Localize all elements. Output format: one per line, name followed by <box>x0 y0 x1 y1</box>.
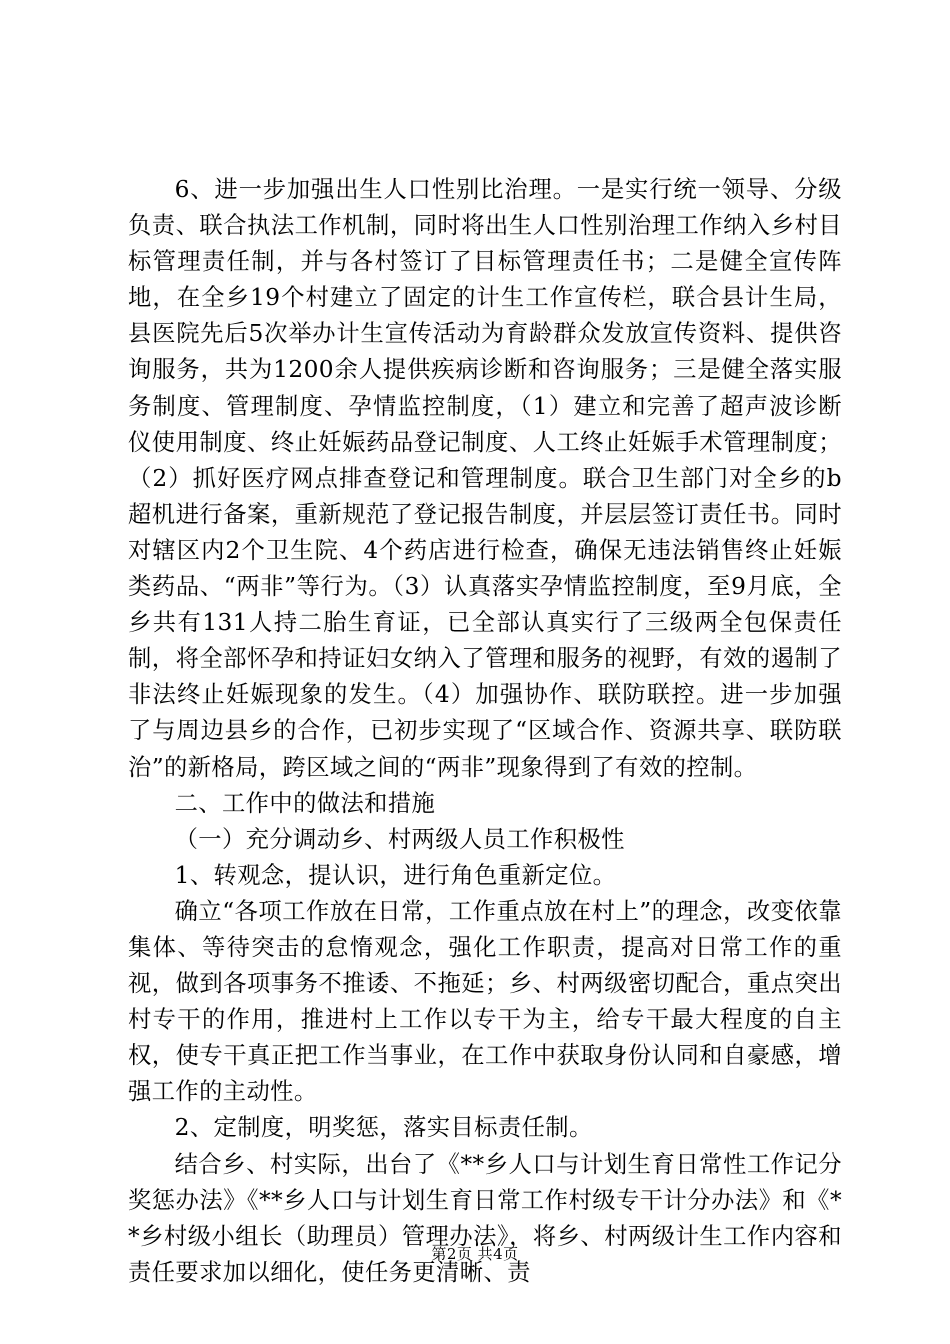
paragraph-daily-work-concept: 确立“各项工作放在日常，工作重点放在村上”的理念，改变依靠集体、等待突击的怠惰观念，强化工作职责，提高对日常工作的重视，做到各项事务不推诿、不拖延；乡、村两级密切配合，重点突出村专干的作用，推进村上工作以专干为主，给专干最大程度的自主权，使专干真正把工作当事业，在工作中获取身份认同和自豪感，增强工作的主动性。 <box>128 897 842 1106</box>
paragraph-reward-punishment-rules: 结合乡、村实际，出台了《**乡人口与计划生育日常性工作记分奖惩办法》《**乡人口与计划生育日常工作村级专干计分办法》和《**乡村级小组长（助理员）管理办法》，将乡、村两级计生工作内容和责任要求加以细化，使任务更清晰、责 <box>128 1150 843 1286</box>
document-body <box>128 172 842 1291</box>
item-heading-change-concept: 1、转观念，提认识，进行角色重新定位。 <box>174 861 617 889</box>
page-footer: 第2页 共4页 <box>431 1245 519 1263</box>
subsection-heading-mobilize: （一）充分调动乡、村两级人员工作积极性 <box>174 825 625 853</box>
paragraph-sex-ratio-governance: 6、进一步加强出生人口性别比治理。一是实行统一领导、分级负责、联合执法工作机制，同时将出生人口性别治理工作纳入乡村目标管理责任制，并与各村签订了目标管理责任书；二是健全宣传阵地，在全乡19个村建立了固定的计生工作宣传栏，联合县计生局，县医院先后5次举办计生宣传活动为育龄群众发放宣传资料、提供咨询服务，共为1200余人提供疾病诊断和咨询服务；三是健全落实服务制度、管理制度、孕情监控制度，（1）建立和完善了超声波诊断仪使用制度、终止妊娠药品登记制度、人工终止妊娠手术管理制度；（2）抓好医疗网点排查登记和管理制度。联合卫生部门对全乡的b超机进行备案，重新规范了登记报告制度，并层层签订责任书。同时对辖区内2个卫生院、4个药店进行检查，确保无违法销售终止妊娠类药品、“两非”等行为。（3）认真落实孕情监控制度，至9月底，全乡共有131人持二胎生育证，已全部认真实行了三级两全包保责任制，将全部怀孕和持证妇女纳入了管理和服务的视野，有效的遏制了非法终止妊娠现象的发生。（4）加强协作、联防联控。进一步加强了与周边县乡的合作，已初步实现了“区域合作、资源共享、联防联治”的新格局，跨区域之间的“两非”现象得到了有效的控制。 <box>128 176 842 781</box>
item-heading-set-rules: 2、定制度，明奖惩，落实目标责任制。 <box>174 1114 593 1142</box>
section-heading-methods: 二、工作中的做法和措施 <box>174 789 436 817</box>
